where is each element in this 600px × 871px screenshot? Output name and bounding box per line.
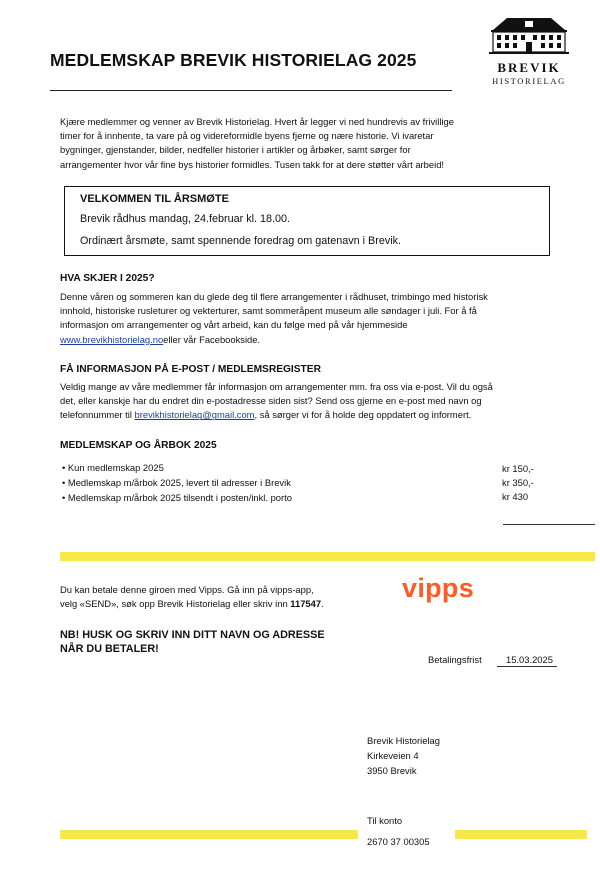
email-line-prefix: telefonnummer til [60, 409, 132, 421]
deadline-underline [497, 666, 557, 667]
membership-item: • Kun medlemskap 2025 [62, 462, 164, 473]
giro-bottom-stripe-left [60, 830, 358, 839]
deadline-date: 15.03.2025 [506, 654, 553, 665]
membership-price: kr 150,- [502, 463, 534, 474]
events-heading: HVA SKJER I 2025? [60, 273, 155, 284]
meeting-agenda: Ordinært årsmøte, samt spennende foredrag om gatenavn i Brevik. [80, 235, 402, 247]
membership-item-label: Kun medlemskap 2025 [67, 462, 164, 473]
logo-name: BREVIK [497, 60, 561, 75]
page-title: MEDLEMSKAP BREVIK HISTORIELAG 2025 [50, 50, 417, 70]
price-sum-line [503, 524, 595, 525]
membership-price: kr 430 [502, 491, 529, 502]
intro-line: Kjære medlemmer og venner av Brevik Historielag. Hvert år legger vi ned hundrevis av frivillige [60, 116, 454, 127]
reminder-line: NB! HUSK OG SKRIV INN DITT NAVN OG ADRESSE [60, 629, 325, 641]
account-label: Til konto [367, 815, 403, 826]
events-line: informasjon om arrangementer og vårt arbeid, kan du følge med på vår hjemmeside [60, 319, 408, 331]
payment-reminder [60, 628, 325, 656]
brevik-historielag-logo [480, 16, 578, 88]
email-heading: FÅ INFORMASJON PÅ E-POST / MEDLEMSREGISTER [60, 364, 321, 375]
vipps-logo-text: vipps [402, 573, 475, 603]
giro-top-stripe [60, 552, 595, 561]
meeting-heading: VELKOMMEN TIL ÅRSMØTE [80, 193, 229, 205]
vipps-number: 117547 [290, 598, 322, 610]
meeting-time-place: Brevik rådhus mandag, 24.februar kl. 18.00. [80, 213, 291, 225]
intro-line: timer for å innhente, ta vare på og videreformidle byens fjerne og nære historie. Vi ivaretar [60, 130, 434, 142]
email-line: Veldig mange av våre medlemmer får informasjon om arrangementer mm. fra oss via e-post. Vil du også [60, 381, 493, 392]
vipps-line: Du kan betale denne giroen med Vipps. Gå inn på vipps-app, [60, 584, 314, 595]
events-link-suffix: eller vår Facebookside. [163, 333, 261, 345]
membership-prices [502, 462, 534, 504]
intro-paragraph [60, 115, 550, 172]
vipps-line [60, 597, 400, 611]
giro-bottom-stripe-right [455, 830, 587, 839]
vipps-line-suffix: . [321, 598, 324, 610]
reminder-line: NÅR DU BETALER! [60, 643, 159, 655]
membership-item: • Medlemskap m/årbok 2025, levert til adresser i Brevik [62, 477, 291, 488]
recipient-name: Brevik Historielag [367, 735, 440, 746]
events-line [60, 333, 580, 347]
vipps-instructions [60, 583, 400, 611]
membership-item-label: Medlemskap m/årbok 2025 tilsendt i posten/inkl. porto [67, 492, 292, 503]
logo-subtitle: HISTORIELAG [492, 76, 566, 86]
recipient-address [367, 733, 440, 778]
membership-list [62, 460, 292, 505]
events-paragraph [60, 290, 580, 347]
website-link[interactable]: www.brevikhistorielag.no [60, 333, 164, 345]
membership-price: kr 350,- [502, 477, 534, 488]
email-line-suffix: , så sørger vi for å holde deg oppdatert og informert. [254, 409, 472, 421]
membership-heading: MEDLEMSKAP OG ÅRBOK 2025 [60, 440, 217, 451]
email-line [60, 408, 580, 422]
account-number: 2670 37 00305 [367, 836, 430, 847]
title-underline [50, 90, 452, 91]
intro-line: bygninger, gjenstander, bilder, nedfeller historier i artikler og årbøker, samt sørger for [60, 144, 411, 156]
events-line: innhold, historiske rusleturer og vekterturer, samt sommeråpent museum alle søndager i juli. For å få [60, 305, 477, 317]
building-icon [487, 16, 571, 54]
vipps-logo [402, 573, 474, 604]
email-paragraph [60, 380, 580, 423]
email-link[interactable]: brevikhistorielag@gmail.com [134, 409, 255, 421]
recipient-street: Kirkeveien 4 [367, 750, 419, 761]
email-line: det, eller kanskje har du endret din e-postadresse siden sist? Send oss gjerne en e-post med navn og [60, 395, 482, 407]
events-line: Denne våren og sommeren kan du glede deg til flere arrangementer i rådhuset, trimbingo med historisk [60, 291, 488, 302]
membership-item-label: Medlemskap m/årbok 2025, levert til adresser i Brevik [67, 477, 291, 488]
vipps-line-prefix: velg «SEND», søk opp Brevik Historielag eller skriv inn [60, 598, 288, 610]
intro-line: arrangementer hvor vår fine bys historier formidles. Tusen takk for at dere støtter vårt arbeid! [60, 158, 445, 170]
membership-item: • Medlemskap m/årbok 2025 tilsendt i posten/inkl. porto [62, 492, 292, 503]
deadline-label: Betalingsfrist [428, 654, 482, 665]
recipient-city: 3950 Brevik [367, 765, 417, 776]
